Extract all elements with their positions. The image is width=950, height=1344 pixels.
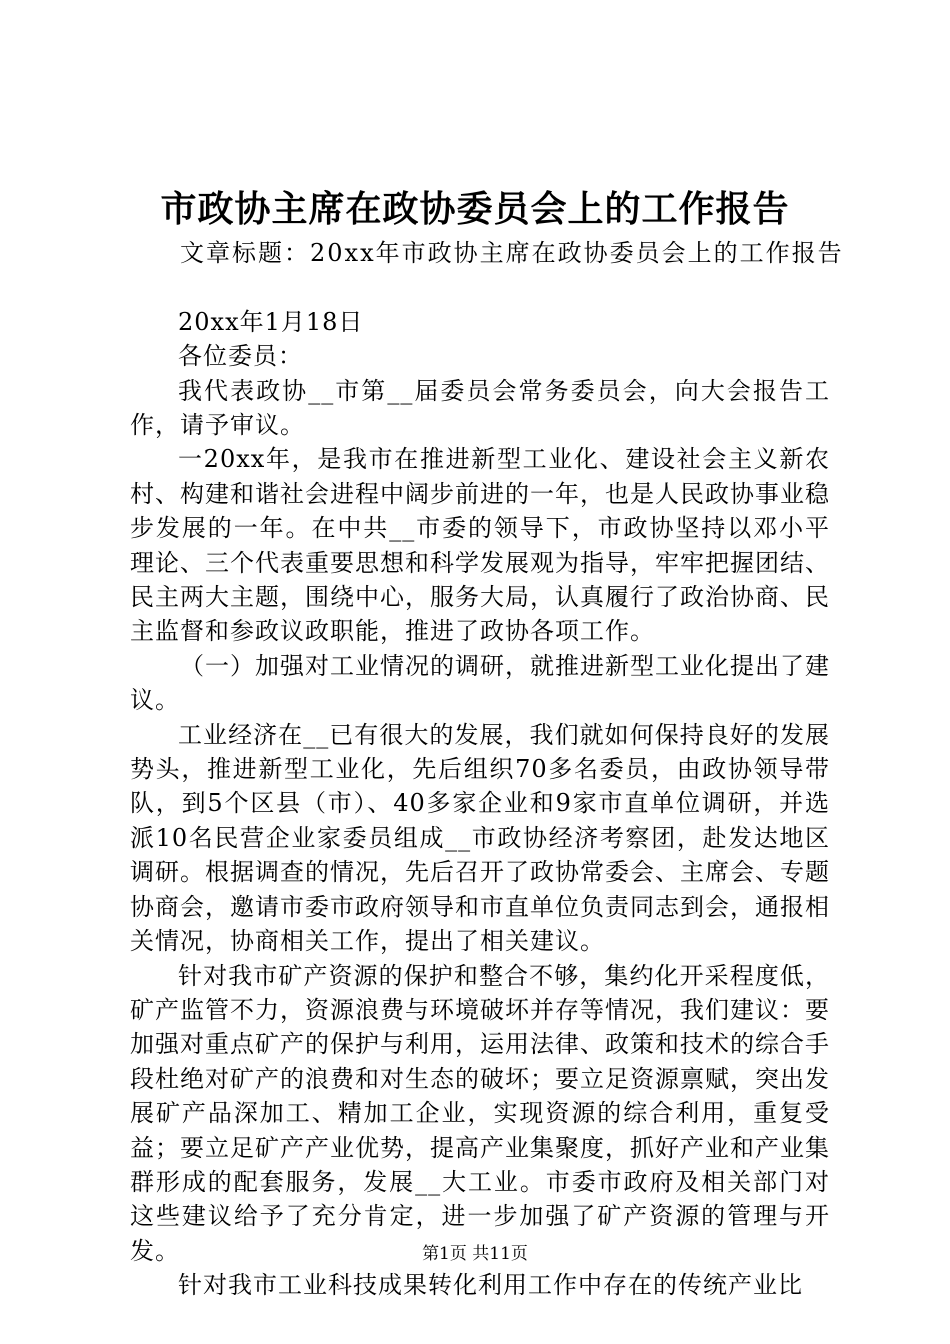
paragraph: 一20xx年，是我市在推进新型工业化、建设社会主义新农村、构建和谐社会进程中阔步前进的一年，也是人民政协事业稳步发展的一年。在中共__市委的领导下，市政协坚持以邓小平理论、三个代表重要思想和科学发展观为指导，牢牢把握团结、民主两大主题，围绕中心，服务大局，认真履行了政治协商、民主监督和参政议政职能，推进了政协各项工作。 bbox=[130, 445, 830, 646]
paragraph: 工业经济在__已有很大的发展，我们就如何保持良好的发展势头，推进新型工业化，先后组织70多名委员，由政协领导带队，到5个区县（市）、40多家企业和9家市直单位调研，并选派10名民营企业家委员组成__市政协经济考察团，赴发达地区调研。根据调查的情况，先后召开了政协常委会、主席会、专题协商会，邀请市委市政府领导和市直单位负责同志到会，通报相关情况，协商相关工作，提出了相关建议。 bbox=[130, 720, 830, 956]
article-subtitle: 文章标题：20xx年市政协主席在政协委员会上的工作报告 bbox=[180, 239, 844, 267]
blank-line bbox=[130, 270, 830, 304]
page-number: 第1页 共11页 bbox=[422, 1244, 528, 1264]
report-date: 20xx年1月18日 bbox=[178, 307, 364, 336]
paragraph: 我代表政协__市第__届委员会常务委员会，向大会报告工作，请予审议。 bbox=[130, 376, 830, 440]
section-heading: （一）加强对工业情况的调研，就推进新型工业化提出了建议。 bbox=[130, 651, 830, 715]
salutation: 各位委员： bbox=[178, 342, 303, 371]
paragraph: 针对我市矿产资源的保护和整合不够，集约化开采程度低，矿产监管不力，资源浪费与环境破坏并存等情况，我们建议：要加强对重点矿产的保护与利用，运用法律、政策和技术的综合手段杜绝对矿产的浪费和对生态的破坏；要立足资源禀赋，突出发展矿产品深加工、精加工企业，实现资源的综合利用，重复受益；要立足矿产产业优势，提高产业集聚度，抓好产业和产业集群形成的配套服务，发展__大工业。市委市政府及相关部门对这些建议给予了充分肯定，进一步加强了矿产资源的管理与开发。 bbox=[130, 961, 830, 1265]
document-title: 市政协主席在政协委员会上的工作报告 bbox=[160, 188, 790, 230]
paragraph: 针对我市工业科技成果转化利用工作中存在的传统产业比 bbox=[178, 1271, 803, 1300]
document-body bbox=[130, 236, 844, 1303]
